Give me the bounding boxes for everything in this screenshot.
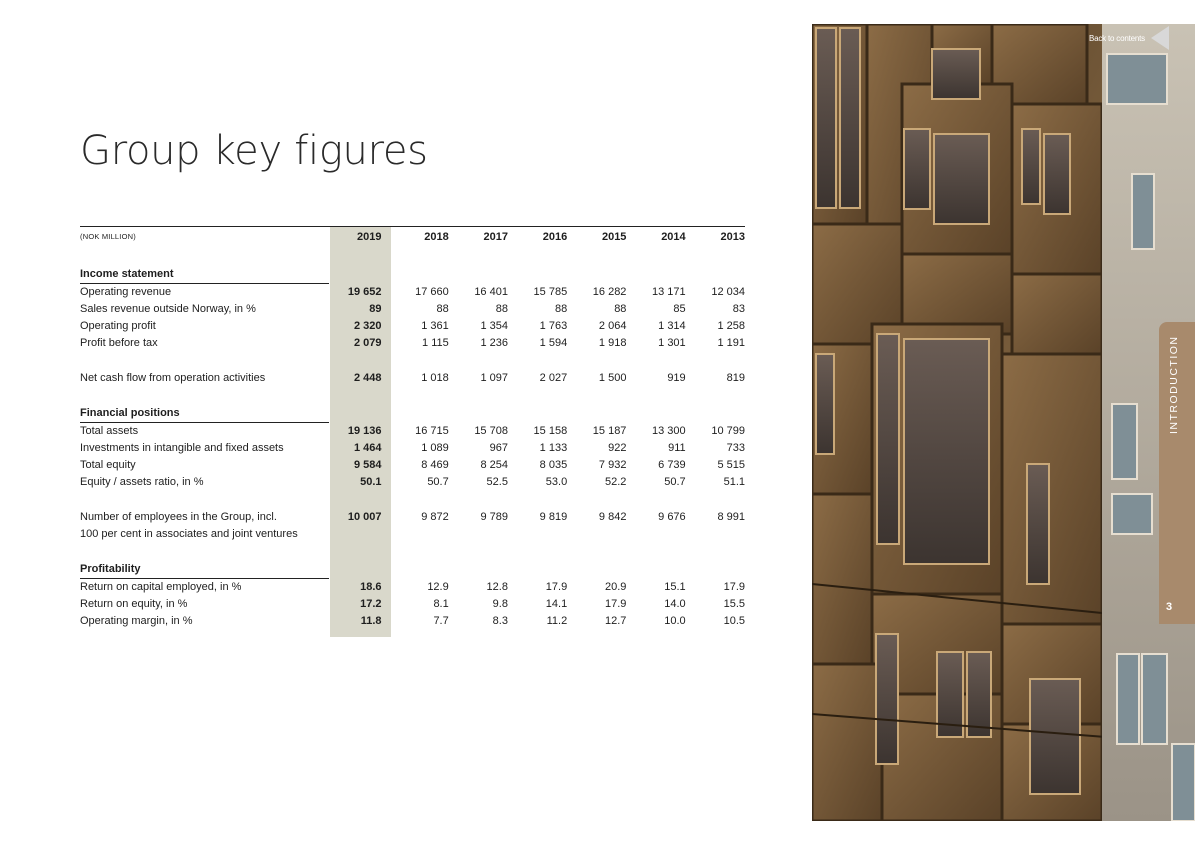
spacer-cell: [80, 352, 329, 370]
back-to-contents-link[interactable]: [1089, 26, 1169, 50]
year-header: 2015: [601, 231, 627, 243]
cell-2018: 17 660: [415, 285, 449, 298]
row-label: Sales revenue outside Norway, in %: [80, 303, 256, 315]
page-number: 3: [1166, 601, 1173, 613]
back-to-contents-label: Back to contents: [1089, 33, 1145, 43]
table-row: [80, 440, 745, 457]
empty-cell: [329, 405, 389, 423]
spacer-cell: [80, 248, 329, 266]
section-tab-label: INTRODUCTION: [1168, 335, 1180, 434]
empty-cell: [686, 526, 745, 543]
cell-2015: 922: [608, 442, 627, 454]
spacer-row: [80, 352, 745, 370]
empty-cell: [390, 543, 449, 561]
empty-cell: [329, 248, 389, 266]
table-row: [80, 423, 745, 441]
cell-2018: 8 469: [421, 459, 449, 471]
cell-2017: 8.3: [492, 615, 508, 627]
cell-2019: 19 652: [347, 285, 382, 298]
cell-2018: 1 115: [422, 337, 449, 349]
row-label: Operating revenue: [80, 286, 172, 298]
cell-2019: 2 320: [353, 320, 382, 332]
empty-cell: [686, 248, 745, 266]
empty-cell: [508, 266, 567, 284]
row-label: Return on equity, in %: [80, 598, 188, 610]
empty-cell: [449, 248, 508, 266]
cell-2018: 1 018: [421, 372, 449, 384]
cell-2014: 50.7: [664, 476, 686, 488]
row-label: Net cash flow from operation activities: [80, 372, 266, 384]
cell-2016: 17.9: [545, 580, 568, 593]
cell-2013: 1 258: [717, 320, 745, 332]
spacer-cell: [80, 491, 329, 509]
section-heading: Financial positions: [80, 405, 329, 423]
table-row: [80, 318, 745, 335]
empty-cell: [567, 352, 626, 370]
cell-2018: 88: [436, 303, 449, 315]
empty-cell: [449, 561, 508, 579]
cell-2018: 7.7: [433, 615, 449, 627]
cell-2016: 53.0: [545, 476, 568, 488]
section-heading-row: [80, 405, 745, 423]
empty-cell: [329, 561, 389, 579]
cell-2019: 2 079: [353, 337, 382, 349]
cell-2016: 1 133: [539, 442, 568, 454]
empty-cell: [567, 405, 626, 423]
cell-2015: 7 932: [598, 459, 627, 471]
cell-2018: 9 872: [421, 511, 449, 523]
cell-2017: 52.5: [486, 476, 508, 488]
empty-cell: [686, 387, 745, 405]
spacer-row: [80, 491, 745, 509]
cell-2019: 10 007: [347, 511, 382, 523]
section-heading: Profitability: [80, 561, 329, 579]
cell-2016: 2 027: [539, 372, 568, 384]
cell-2015: 2 064: [598, 320, 627, 332]
empty-cell: [626, 491, 685, 509]
cell-2017: 9.8: [492, 598, 508, 610]
cell-2019: 17.2: [360, 598, 382, 610]
row-label: Equity / assets ratio, in %: [80, 476, 204, 488]
cell-2015: 16 282: [592, 285, 627, 298]
spacer-cell: [80, 387, 329, 405]
cell-2017: 88: [495, 303, 508, 315]
cell-2014: 919: [667, 372, 686, 384]
cell-2014: 9 676: [658, 511, 686, 523]
empty-cell: [329, 543, 389, 561]
back-arrow-icon[interactable]: [1151, 26, 1169, 50]
section-heading: Income statement: [80, 266, 329, 284]
cell-2014: 14.0: [664, 598, 686, 610]
cell-2014: 85: [673, 303, 686, 315]
cell-2013: 15.5: [723, 598, 745, 610]
cell-2017: 1 354: [480, 320, 508, 332]
empty-cell: [626, 248, 685, 266]
cell-2018: 1 089: [421, 442, 449, 454]
cell-2017: 8 254: [480, 459, 508, 471]
cell-2013: 12 034: [711, 285, 745, 298]
spacer-row: [80, 248, 745, 266]
empty-cell: [390, 352, 449, 370]
section-heading-row: [80, 561, 745, 579]
empty-cell: [508, 248, 567, 266]
year-header: 2018: [424, 231, 449, 243]
empty-cell: [329, 526, 389, 543]
cell-2015: 52.2: [605, 476, 627, 488]
cell-2019: 19 136: [347, 424, 382, 437]
cell-2014: 10.0: [664, 615, 686, 627]
empty-cell: [508, 543, 567, 561]
empty-cell: [390, 387, 449, 405]
cell-2014: 15.1: [664, 580, 686, 593]
cell-2015: 9 842: [598, 511, 627, 523]
empty-cell: [329, 352, 389, 370]
cell-2018: 12.9: [427, 580, 449, 593]
cell-2016: 9 819: [539, 511, 568, 523]
cell-2019: 11.8: [360, 615, 382, 627]
row-label: Total assets: [80, 425, 139, 437]
empty-cell: [567, 491, 626, 509]
table-row: [80, 301, 745, 318]
empty-cell: [686, 352, 745, 370]
empty-cell: [508, 561, 567, 579]
empty-cell: [567, 543, 626, 561]
cell-2013: 10.5: [723, 615, 745, 627]
cell-2019: 9 584: [353, 459, 382, 471]
empty-cell: [390, 405, 449, 423]
empty-cell: [626, 543, 685, 561]
cell-2015: 17.9: [605, 598, 627, 610]
empty-cell: [508, 526, 567, 543]
cell-2014: 911: [668, 442, 686, 454]
table-row: [80, 335, 745, 352]
row-label: Total equity: [80, 459, 136, 471]
row-label: Return on capital employed, in %: [80, 581, 242, 593]
empty-cell: [508, 405, 567, 423]
page-title: Group key figures: [80, 128, 428, 174]
unit-label: (NOK MILLION): [80, 232, 136, 241]
key-figures-table: [80, 226, 745, 638]
header-row: [80, 226, 745, 248]
row-label: Number of employees in the Group, incl.: [80, 511, 277, 523]
cell-2019: 50.1: [360, 476, 382, 488]
cell-2014: 1 301: [658, 337, 686, 349]
table-row: [80, 284, 745, 302]
cell-2015: 12.7: [605, 615, 627, 627]
table-row-employees-cont: [80, 526, 745, 543]
cell-2013: 10 799: [711, 424, 745, 437]
empty-cell: [329, 387, 389, 405]
empty-cell: [567, 387, 626, 405]
empty-cell: [508, 387, 567, 405]
building-facade-photo: [812, 24, 1195, 821]
cell-2013: 83: [732, 303, 745, 315]
year-header: 2017: [483, 231, 508, 243]
cell-2016: 15 158: [533, 424, 568, 437]
empty-cell: [567, 526, 626, 543]
cell-2019: 18.6: [360, 580, 382, 593]
empty-cell: [567, 266, 626, 284]
cell-2018: 1 361: [421, 320, 449, 332]
cell-2016: 1 763: [539, 320, 568, 332]
empty-cell: [449, 491, 508, 509]
cell-2015: 88: [614, 303, 627, 315]
empty-cell: [508, 352, 567, 370]
cell-2015: 20.9: [605, 580, 627, 593]
empty-cell: [686, 266, 745, 284]
cell-2017: 1 097: [480, 372, 508, 384]
spacer-row: [80, 543, 745, 561]
empty-cell: [626, 266, 685, 284]
cell-2017: 967: [489, 442, 508, 454]
spacer-cell: [80, 543, 329, 561]
table-row: [80, 613, 745, 630]
empty-cell: [686, 543, 745, 561]
empty-cell: [449, 405, 508, 423]
cell-2018: 16 715: [415, 424, 449, 437]
cell-2018: 8.1: [433, 598, 449, 610]
empty-cell: [567, 561, 626, 579]
section-heading-row: [80, 266, 745, 284]
cell-2014: 6 739: [658, 459, 686, 471]
cell-2016: 8 035: [539, 459, 568, 471]
cell-2015: 1 918: [598, 337, 627, 349]
row-label: Operating margin, in %: [80, 615, 193, 627]
table-row: [80, 457, 745, 474]
empty-cell: [626, 526, 685, 543]
cell-2015: 15 187: [592, 424, 627, 437]
row-label: Profit before tax: [80, 337, 158, 349]
cell-2013: 733: [726, 442, 745, 454]
cell-2019: 2 448: [353, 372, 382, 384]
year-header: 2014: [661, 231, 686, 243]
empty-cell: [508, 491, 567, 509]
empty-cell: [626, 352, 685, 370]
empty-cell: [390, 266, 449, 284]
table-row: [80, 474, 745, 491]
cell-2017: 15 708: [474, 424, 508, 437]
empty-cell: [686, 405, 745, 423]
cell-2016: 1 594: [539, 337, 568, 349]
empty-cell: [449, 266, 508, 284]
cell-2016: 15 785: [533, 285, 568, 298]
empty-cell: [686, 491, 745, 509]
empty-cell: [449, 526, 508, 543]
cell-2014: 13 171: [652, 285, 686, 298]
cell-2013: 819: [726, 372, 745, 384]
cell-2013: 17.9: [723, 580, 745, 593]
cell-2019: 1 464: [353, 442, 382, 454]
year-header: 2019: [357, 231, 382, 243]
empty-cell: [390, 526, 449, 543]
empty-cell: [626, 387, 685, 405]
cell-2018: 50.7: [427, 476, 449, 488]
cell-2013: 51.1: [723, 476, 745, 488]
row-label: Investments in intangible and fixed assets: [80, 442, 284, 454]
empty-cell: [329, 266, 389, 284]
table-row: [80, 596, 745, 613]
empty-cell: [626, 561, 685, 579]
cell-2017: 12.8: [486, 580, 508, 593]
year-header: 2016: [542, 231, 568, 243]
empty-cell: [567, 248, 626, 266]
row-label: Operating profit: [80, 320, 156, 332]
year-header: 2013: [720, 231, 745, 243]
cell-2016: 88: [554, 303, 568, 315]
empty-cell: [390, 561, 449, 579]
table-row-cashflow: [80, 370, 745, 387]
cell-2017: 16 401: [474, 285, 508, 298]
empty-cell: [686, 561, 745, 579]
cell-2014: 13 300: [652, 424, 686, 437]
empty-cell: [390, 248, 449, 266]
empty-cell: [449, 543, 508, 561]
table-row-employees: [80, 509, 745, 526]
cell-2016: 14.1: [545, 598, 568, 610]
cell-2017: 1 236: [480, 337, 508, 349]
cell-2013: 5 515: [717, 459, 745, 471]
cell-2013: 1 191: [717, 337, 745, 349]
empty-cell: [626, 405, 685, 423]
cell-2014: 1 314: [658, 320, 686, 332]
empty-cell: [449, 387, 508, 405]
row-label: 100 per cent in associates and joint ventures: [80, 528, 298, 540]
empty-cell: [329, 491, 389, 509]
cell-2017: 9 789: [480, 511, 508, 523]
cell-2015: 1 500: [598, 372, 627, 384]
empty-cell: [449, 352, 508, 370]
empty-cell: [390, 491, 449, 509]
cell-2016: 11.2: [546, 615, 568, 627]
spacer-row: [80, 387, 745, 405]
cell-2019: 89: [369, 303, 382, 315]
cell-2013: 8 991: [717, 511, 745, 523]
table-row: [80, 579, 745, 597]
